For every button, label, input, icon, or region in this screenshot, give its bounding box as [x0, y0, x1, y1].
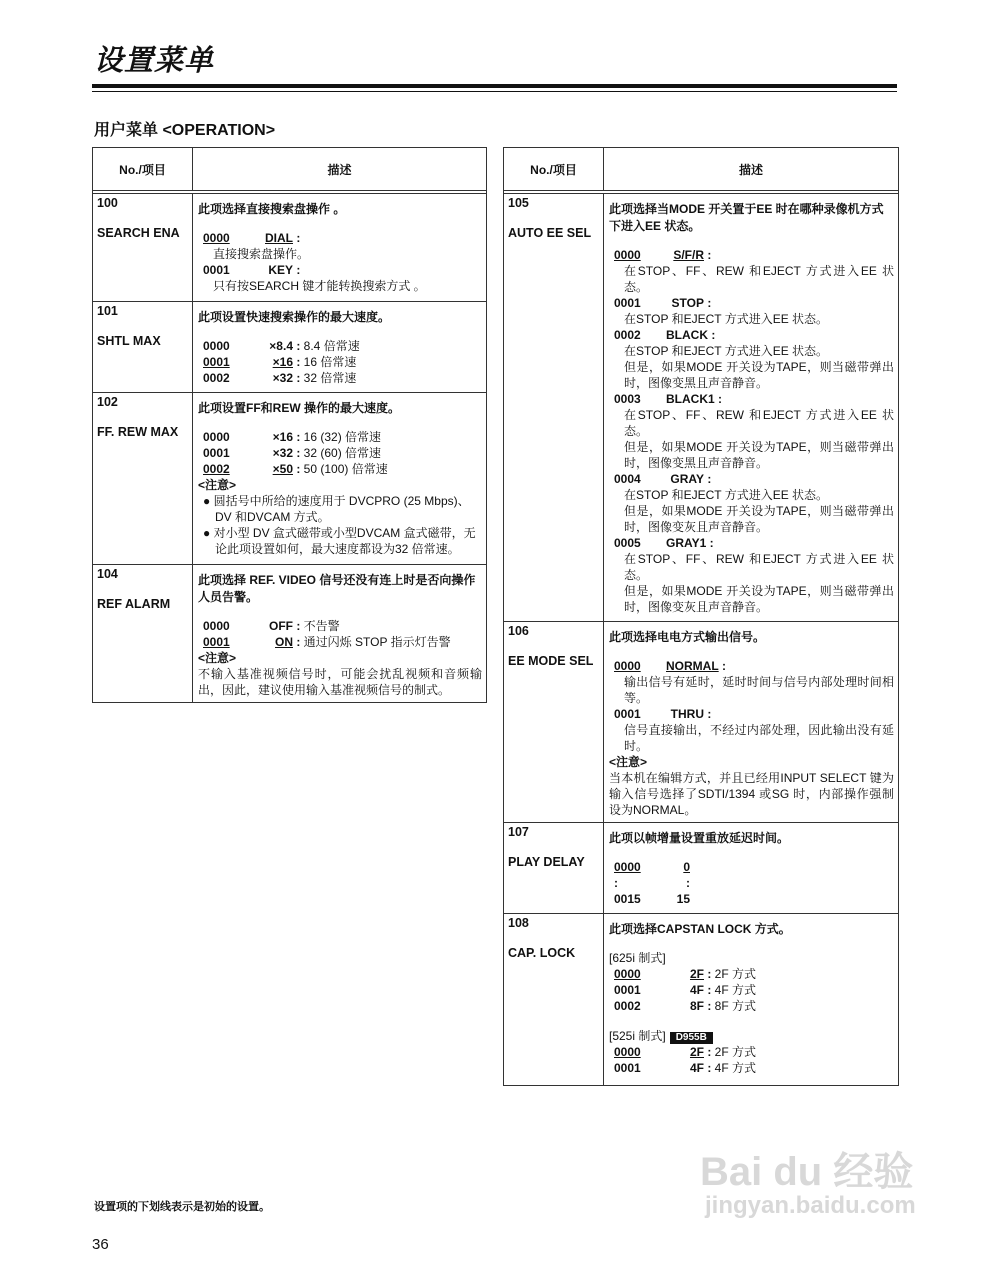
- option-key: OFF: [269, 619, 293, 633]
- option-line: [609, 471, 894, 487]
- table-row: [93, 302, 486, 393]
- colon: :: [293, 263, 301, 277]
- option-detail: 在STOP、FF、REW 和EJECT 方式进入EE 状态。: [624, 408, 894, 438]
- option-key: THRU: [670, 707, 704, 721]
- option-key: NORMAL: [666, 659, 719, 673]
- item-name: AUTO EE SEL: [508, 226, 592, 240]
- option-code: 0000: [614, 248, 641, 262]
- option-key: BLACK1: [666, 392, 715, 406]
- item-name: FF. REW MAX: [97, 425, 179, 439]
- item-number: 102: [97, 395, 118, 409]
- option-line: [198, 230, 482, 246]
- description-cell: [604, 823, 898, 913]
- header-no: No./项目: [504, 148, 604, 190]
- option-desc: 16 (32) 倍常速: [303, 430, 382, 444]
- item-number: 100: [97, 196, 118, 210]
- option-detail: 直接搜索盘操作。: [213, 247, 310, 261]
- description-cell: [193, 302, 486, 392]
- option-detail: 输出信号有延时，延时时间与信号内部处理时间相等。: [624, 675, 894, 705]
- note-bullet: ● 圆括号中所给的速度用于 DVCPRO (25 Mbps)、DV 和DVCAM 方式。: [203, 494, 470, 524]
- option-key: GRAY1: [666, 536, 707, 550]
- option-line: [609, 966, 894, 982]
- option-line: [609, 391, 894, 407]
- colon: :: [704, 707, 712, 721]
- option-desc: 32 倍常速: [303, 371, 357, 385]
- option-code: 0001: [203, 263, 230, 277]
- note-text: 当本机在编辑方式，并且已经用INPUT SELECT 键为输入信号选择了SDTI/1394 或SG 时，内部操作强制设为NORMAL。: [609, 771, 894, 817]
- description-cell: [193, 393, 486, 564]
- colon: :: [714, 392, 723, 406]
- colon: :: [293, 339, 304, 353]
- option-desc: 不告警: [303, 619, 340, 633]
- item-cell: [504, 914, 604, 1085]
- option-code: 0015: [614, 892, 641, 906]
- option-key: 15: [676, 892, 690, 906]
- table-row: [504, 823, 898, 914]
- option-code: 0000: [614, 860, 641, 874]
- option-line: [609, 1044, 894, 1060]
- format-text: [625i 制式]: [609, 951, 666, 965]
- option-code: 0002: [614, 328, 641, 342]
- option-line: [198, 429, 482, 445]
- table-header: [93, 148, 486, 194]
- option-code: 0003: [614, 392, 641, 406]
- option-key: ×50: [272, 462, 293, 476]
- description-heading: 此项选择当MODE 开关置于EE 时在哪种录像机方式下进入EE 状态。: [609, 202, 884, 233]
- colon: :: [293, 462, 304, 476]
- option-line: [609, 875, 894, 891]
- option-line: [609, 1060, 894, 1076]
- option-detail: 信号直接输出，不经过内部处理，因此输出没有延时。: [624, 723, 894, 753]
- item-name: SEARCH ENA: [97, 226, 180, 240]
- description-cell: [193, 565, 486, 702]
- format-text: [525i 制式]: [609, 1029, 666, 1043]
- colon: :: [704, 967, 715, 981]
- table-row: [93, 194, 486, 302]
- item-cell: [93, 302, 193, 392]
- colon: :: [293, 231, 301, 245]
- item-name: SHTL MAX: [97, 334, 161, 348]
- option-code: 0000: [614, 967, 641, 981]
- option-key: S/F/R: [673, 248, 704, 262]
- option-desc: 2F 方式: [714, 967, 757, 981]
- note-label: <注意>: [198, 478, 237, 492]
- option-line: [609, 859, 894, 875]
- option-line: [198, 370, 482, 386]
- colon: :: [293, 430, 304, 444]
- item-number: 106: [508, 624, 529, 638]
- item-number: 101: [97, 304, 118, 318]
- option-line: [609, 706, 894, 722]
- option-key: ×32: [272, 371, 293, 385]
- item-name: CAP. LOCK: [508, 946, 576, 960]
- spacer: [609, 1014, 894, 1028]
- watermark-logo: Bai du 经验: [700, 1150, 914, 1194]
- format-label: [609, 1028, 894, 1044]
- menu-table-left: [92, 147, 487, 703]
- option-key: ×32: [272, 446, 293, 460]
- colon: :: [704, 1045, 715, 1059]
- option-code: 0002: [203, 371, 230, 385]
- option-detail: 在STOP 和EJECT 方式进入EE 状态。: [624, 344, 829, 358]
- item-number: 104: [97, 567, 118, 581]
- colon: :: [704, 248, 712, 262]
- option-code: :: [614, 876, 618, 890]
- option-code: 0001: [203, 635, 230, 649]
- table-row: [93, 565, 486, 702]
- option-key: ×16: [272, 355, 293, 369]
- colon: :: [706, 536, 714, 550]
- option-line: [198, 618, 482, 634]
- option-line: [609, 998, 894, 1014]
- option-detail: 但是，如果MODE 开关设为TAPE，则当磁带弹出时，图像变灰且声音静音。: [624, 504, 894, 534]
- option-line: [198, 445, 482, 461]
- description-cell: [604, 194, 898, 621]
- option-detail: 但是，如果MODE 开关设为TAPE，则当磁带弹出时，图像变黑且声音静音。: [624, 440, 894, 470]
- option-desc: 32 (60) 倍常速: [303, 446, 382, 460]
- option-key: ×8.4: [269, 339, 293, 353]
- option-detail: 但是，如果MODE 开关设为TAPE，则当磁带弹出时，图像变黑且声音静音。: [624, 360, 894, 390]
- colon: :: [704, 472, 712, 486]
- header-no: No./项目: [93, 148, 193, 190]
- option-key: :: [686, 876, 690, 890]
- table-row: [504, 194, 898, 622]
- description-heading: 此项选择CAPSTAN LOCK 方式。: [609, 922, 791, 936]
- option-line: [198, 354, 482, 370]
- colon: :: [704, 296, 712, 310]
- table-row: [93, 393, 486, 565]
- option-line: [609, 982, 894, 998]
- option-code: 0001: [614, 707, 641, 721]
- description-heading: 此项设置FF和REW 操作的最大速度。: [198, 401, 400, 415]
- watermark-url: jingyan.baidu.com: [705, 1192, 916, 1219]
- colon: :: [293, 635, 304, 649]
- item-number: 107: [508, 825, 529, 839]
- option-line: [198, 461, 482, 477]
- menu-table-right: [503, 147, 899, 1086]
- option-line: [609, 658, 894, 674]
- option-code: 0000: [203, 430, 230, 444]
- item-name: EE MODE SEL: [508, 654, 594, 668]
- description-cell: [604, 622, 898, 822]
- option-desc: 通过闪烁 STOP 指示灯告警: [303, 635, 451, 649]
- header-desc: 描述: [327, 162, 352, 177]
- item-cell: [93, 565, 193, 702]
- option-code: 0001: [614, 296, 641, 310]
- item-cell: [504, 622, 604, 822]
- table-row: [504, 622, 898, 823]
- colon: :: [704, 1061, 715, 1075]
- option-detail: 在STOP、FF、REW 和EJECT 方式进入EE 状态。: [624, 552, 894, 582]
- option-key: 2F: [689, 967, 704, 981]
- option-desc: 2F 方式: [714, 1045, 757, 1059]
- table-row: [504, 914, 898, 1085]
- option-line: [198, 634, 482, 650]
- header-desc: 描述: [738, 162, 763, 177]
- option-detail: 在STOP 和EJECT 方式进入EE 状态。: [624, 488, 829, 502]
- title-rule-thick: [92, 84, 897, 88]
- option-code: 0001: [614, 983, 641, 997]
- option-code: 0000: [203, 339, 230, 353]
- option-line: [609, 295, 894, 311]
- option-line: [609, 535, 894, 551]
- option-desc: 4F 方式: [714, 1061, 757, 1075]
- option-key: 4F: [689, 983, 704, 997]
- option-key: ×16: [272, 430, 293, 444]
- option-line: [198, 262, 482, 278]
- colon: :: [293, 371, 304, 385]
- option-key: 8F: [689, 999, 704, 1013]
- option-desc: 50 (100) 倍常速: [303, 462, 388, 476]
- colon: :: [708, 328, 716, 342]
- option-desc: 8F 方式: [714, 999, 757, 1013]
- option-key: 4F: [689, 1061, 704, 1075]
- footnote: 设置项的下划线表示是初始的设置。: [94, 1201, 270, 1213]
- option-code: 0001: [203, 355, 230, 369]
- option-code: 0000: [614, 1045, 641, 1059]
- option-detail: 但是，如果MODE 开关设为TAPE，则当磁带弹出时，图像变灰且声音静音。: [624, 584, 894, 614]
- option-line: [198, 338, 482, 354]
- note-label: <注意>: [609, 755, 648, 769]
- colon: :: [293, 355, 304, 369]
- item-number: 108: [508, 916, 529, 930]
- option-code: 0005: [614, 536, 641, 550]
- option-code: 0000: [203, 231, 230, 245]
- title-rule-thin: [92, 91, 897, 92]
- description-cell: [604, 914, 898, 1085]
- colon: :: [718, 659, 727, 673]
- option-code: 0001: [614, 1061, 641, 1075]
- page-title: 设置菜单: [94, 45, 215, 77]
- item-cell: [504, 823, 604, 913]
- colon: :: [704, 999, 715, 1013]
- option-key: GRAY: [670, 472, 704, 486]
- option-desc: 8.4 倍常速: [303, 339, 360, 353]
- item-cell: [93, 393, 193, 564]
- item-name: REF ALARM: [97, 597, 171, 611]
- item-name: PLAY DELAY: [508, 855, 585, 869]
- option-line: [609, 247, 894, 263]
- description-heading: 此项以帧增量设置重放延迟时间。: [609, 831, 790, 845]
- colon: :: [704, 983, 715, 997]
- option-detail: 只有按SEARCH 键才能转换搜索方式 。: [213, 279, 426, 293]
- colon: :: [293, 619, 304, 633]
- option-key: KEY: [268, 263, 293, 277]
- option-code: 0000: [614, 659, 641, 673]
- model-badge: D955B: [670, 1032, 713, 1044]
- option-code: 0002: [203, 462, 230, 476]
- option-code: 0000: [203, 619, 230, 633]
- option-desc: 4F 方式: [714, 983, 757, 997]
- description-heading: 此项选择 REF. VIDEO 信号还没有连上时是否向操作人员告警。: [198, 573, 476, 604]
- option-desc: 16 倍常速: [303, 355, 357, 369]
- option-detail: 在STOP 和EJECT 方式进入EE 状态。: [624, 312, 829, 326]
- option-key: 0: [683, 860, 690, 874]
- description-heading: 此项设置快速搜索操作的最大速度。: [198, 310, 391, 324]
- item-cell: [93, 194, 193, 301]
- option-code: 0002: [614, 999, 641, 1013]
- description-heading: 此项选择直接搜索盘操作 。: [198, 202, 346, 216]
- item-cell: [504, 194, 604, 621]
- item-number: 105: [508, 196, 529, 210]
- table-header: [504, 148, 898, 194]
- option-line: [609, 327, 894, 343]
- description-cell: [193, 194, 486, 301]
- option-key: 2F: [689, 1045, 704, 1059]
- note-bullet: ● 对小型 DV 盒式磁带或小型DVCAM 盒式磁带，无论此项设置如何，最大速度都设为32 倍常速。: [203, 526, 476, 556]
- option-code: 0001: [203, 446, 230, 460]
- format-label: [609, 950, 894, 966]
- option-key: BLACK: [666, 328, 708, 342]
- note-text: 不输入基准视频信号时，可能会扰乱视频和音频输出，因此，建议使用输入基准视频信号的制式。: [198, 667, 482, 697]
- description-heading: 此项选择电电方式输出信号。: [609, 630, 766, 644]
- section-title: 用户菜单 <OPERATION>: [94, 122, 276, 139]
- note-label: <注意>: [198, 651, 237, 665]
- option-key: STOP: [671, 296, 704, 310]
- option-key: DIAL: [265, 231, 293, 245]
- option-line: [609, 891, 894, 907]
- colon: :: [293, 446, 304, 460]
- option-key: ON: [275, 635, 293, 649]
- option-detail: 在STOP、FF、REW 和EJECT 方式进入EE 状态。: [624, 264, 894, 294]
- page-number: 36: [92, 1236, 109, 1253]
- option-code: 0004: [614, 472, 641, 486]
